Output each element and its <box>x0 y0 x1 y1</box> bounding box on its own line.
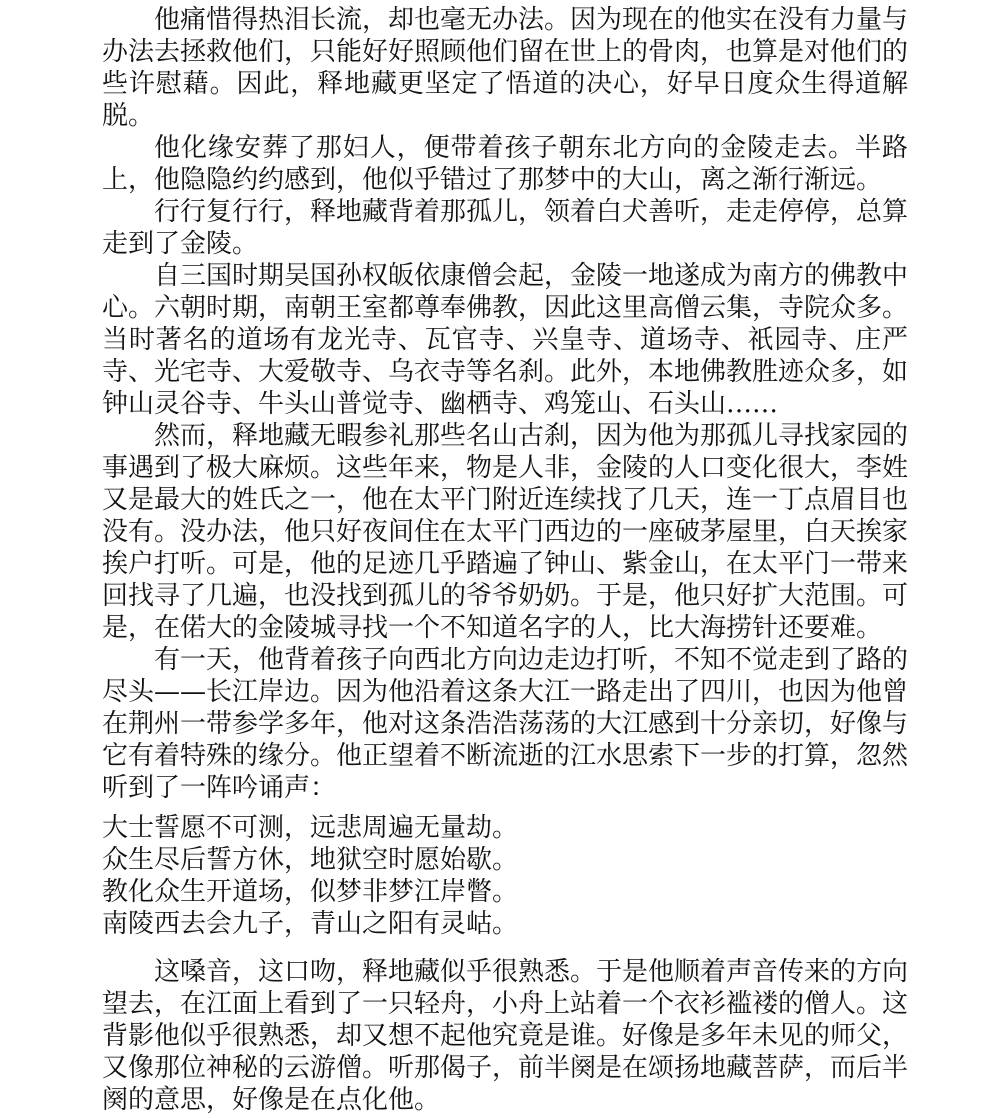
verse-line: 教化众生开道场，似梦非梦江岸瞥。 <box>102 877 519 907</box>
paragraph: 他痛惜得热泪长流，却也毫无办法。因为现在的他实在没有力量与办法去拯救他们，只能好好照顾他们留在世上的骨肉，也算是对他们的些许慰藉。因此，释地藏更坚定了悟道的决心，好早日度众生得道解脱。 <box>102 5 909 131</box>
verse-line: 大士誓愿不可测，远悲周遍无量劫。 <box>102 813 519 843</box>
body-text-bottom <box>102 956 908 1116</box>
verse-line: 众生尽后誓方休，地狱空时愿始歇。 <box>102 845 519 875</box>
paragraph: 他化缘安葬了那妇人，便带着孩子朝东北方向的金陵走去。半路上，他隐隐约约感到，他似乎错过了那梦中的大山，离之渐行渐远。 <box>102 133 908 195</box>
body-text-top <box>102 4 908 804</box>
verse-block <box>102 812 908 940</box>
paragraph: 行行复行行，释地藏背着那孤儿，领着白犬善听，走走停停，总算走到了金陵。 <box>102 197 909 259</box>
paragraph: 自三国时期吴国孙权皈依康僧会起，金陵一地遂成为南方的佛教中心。六朝时期，南朝王室都尊奉佛教，因此这里高僧云集，寺院众多。当时著名的道场有龙光寺、瓦官寺、兴皇寺、道场寺、祇园寺、庄严寺、光宅寺、大爱敬寺、乌衣寺等名刹。此外，本地佛教胜迹众多，如钟山灵谷寺、牛头山普觉寺、幽栖寺、鸡笼山、石头山…… <box>102 261 909 419</box>
paragraph: 这嗓音，这口吻，释地藏似乎很熟悉。于是他顺着声音传来的方向望去，在江面上看到了一只轻舟，小舟上站着一个衣衫褴褛的僧人。这背影他似乎很熟悉，却又想不起他究竟是谁。好像是多年未见的师父，又像那位神秘的云游僧。听那偈子，前半阕是在颂扬地藏菩萨，而后半阕的意思，好像是在点化他。 <box>102 957 909 1115</box>
verse-line: 南陵西去会九子，青山之阳有灵岵。 <box>102 909 519 939</box>
paragraph: 然而，释地藏无暇参礼那些名山古刹，因为他为那孤儿寻找家园的事遇到了极大麻烦。这些年来，物是人非，金陵的人口变化很大，李姓又是最大的姓氏之一，他在太平门附近连续找了几天，连一丁点眉目也没有。没办法，他只好夜间住在太平门西边的一座破茅屋里，白天挨家挨户打听。可是，他的足迹几乎踏遍了钟山、紫金山，在太平门一带来回找寻了几遍，也没找到孤儿的爷爷奶奶。于是，他只好扩大范围。可是，在偌大的金陵城寻找一个不知道名字的人，比大海捞针还要难。 <box>102 421 909 643</box>
paragraph: 有一天，他背着孩子向西北方向边走边打听，不知不觉走到了路的尽头——长江岸边。因为他沿着这条大江一路走出了四川，也因为他曾在荆州一带参学多年，他对这条浩浩荡荡的大江感到十分亲切，好像与它有着特殊的缘分。他正望着不断流逝的江水思索下一步的打算，忽然听到了一阵吟诵声： <box>102 645 909 803</box>
